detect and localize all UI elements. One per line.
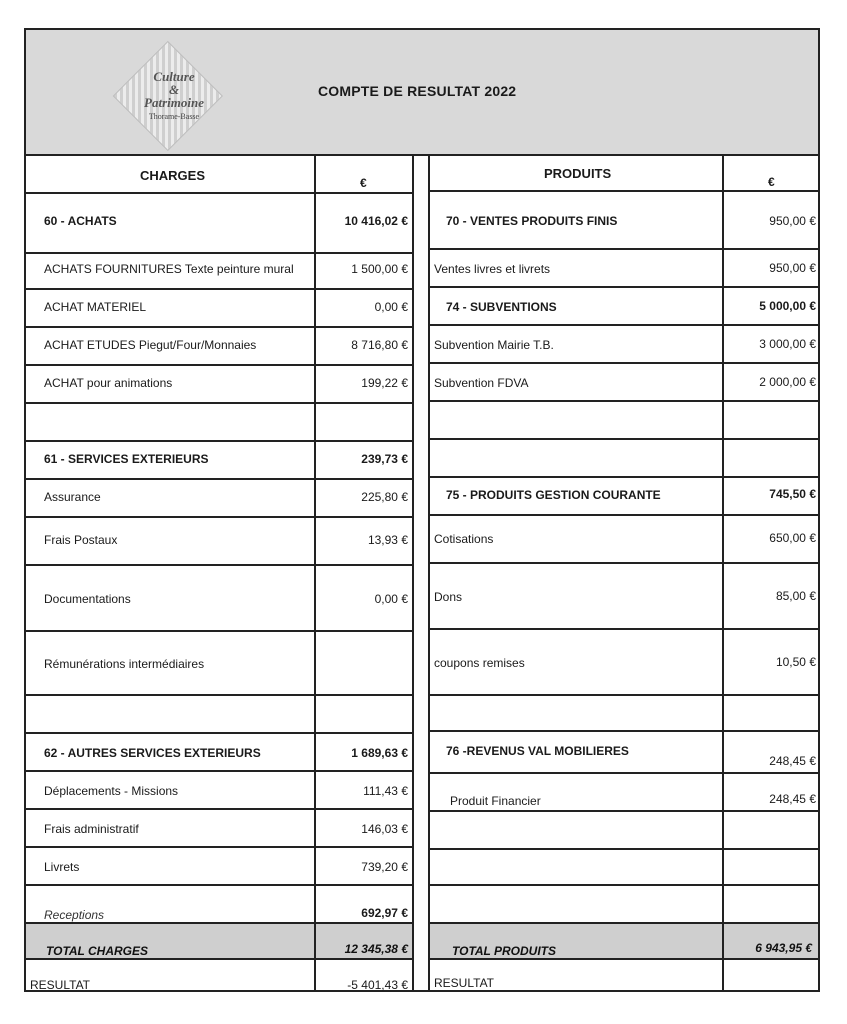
income-statement-document — [24, 28, 820, 992]
charges-row-label: ACHAT pour animations — [44, 376, 173, 390]
charges-row-label: Assurance — [44, 490, 101, 504]
produits-row-label: Subvention FDVA — [434, 376, 529, 390]
produits-row-amount: 10,50 € — [775, 655, 816, 669]
produits-row-label: 75 - PRODUITS GESTION COURANTE — [446, 488, 661, 502]
charges-row-amount: 739,20 € — [361, 860, 408, 874]
charges-row-label: Receptions — [44, 908, 105, 922]
produits-row-amount: 5 000,00 € — [759, 299, 816, 313]
total-produits-label: TOTAL PRODUITS — [452, 944, 557, 958]
produits-row-label: Dons — [434, 590, 463, 604]
produits-row-amount: 950,00 € — [769, 261, 816, 275]
charges-row-separator — [26, 922, 414, 924]
produits-row-amount: 745,50 € — [769, 487, 816, 501]
charges-row-amount: 1 500,00 € — [351, 262, 408, 276]
produits-row-separator — [430, 922, 818, 924]
produits-row-separator — [430, 400, 818, 402]
charges-row-amount: 10 416,02 € — [344, 214, 408, 228]
produits-row-amount: 3 000,00 € — [759, 337, 816, 351]
produits-row-separator — [430, 514, 818, 516]
charges-result-amount: -5 401,43 € — [347, 978, 408, 992]
produits-row-separator — [430, 190, 818, 192]
charges-row-label: Déplacements - Missions — [44, 784, 179, 798]
charges-row-separator — [26, 884, 414, 886]
charges-row-amount: 225,80 € — [361, 490, 408, 504]
produits-row-separator — [430, 562, 818, 564]
produits-row-separator — [430, 248, 818, 250]
produits-row-separator — [430, 362, 818, 364]
produits-row-amount: 248,45 € — [769, 792, 816, 806]
total-produits-amount: 6 943,95 € — [755, 941, 812, 955]
charges-row-label: Rémunérations intermédiaires — [44, 657, 205, 671]
produits-row-amount: 85,00 € — [775, 589, 816, 603]
total-charges-amount: 12 345,38 € — [344, 942, 408, 956]
charges-row-label: Documentations — [44, 592, 131, 606]
charges-row-separator — [26, 516, 414, 518]
charges-row-label: 61 - SERVICES EXTERIEURS — [44, 452, 209, 466]
produits-row-separator — [430, 958, 818, 960]
charges-row-separator — [26, 630, 414, 632]
charges-row-label: Frais Postaux — [44, 533, 118, 547]
charges-right-border — [412, 154, 414, 990]
charges-row-label: Frais administratif — [44, 822, 139, 836]
logo-subtitle: Thorame-Basse — [148, 112, 200, 121]
produits-row-separator — [430, 324, 818, 326]
charges-row-amount: 239,73 € — [361, 452, 408, 466]
charges-row-separator — [26, 192, 414, 194]
document-title: COMPTE DE RESULTAT 2022 — [318, 83, 517, 99]
charges-row-separator — [26, 846, 414, 848]
charges-row-separator — [26, 326, 414, 328]
produits-row-separator — [430, 884, 818, 886]
produits-row-separator — [430, 848, 818, 850]
produits-heading: PRODUITS — [544, 166, 612, 181]
charges-heading: CHARGES — [140, 168, 206, 183]
produits-left-border — [428, 154, 430, 990]
produits-currency-header: € — [768, 175, 775, 189]
charges-row-separator — [26, 770, 414, 772]
charges-row-amount: 199,22 € — [361, 376, 408, 390]
charges-row-separator — [26, 732, 414, 734]
charges-row-amount: 1 689,63 € — [351, 746, 408, 760]
produits-row-amount: 950,00 € — [769, 214, 816, 228]
produits-row-amount: 248,45 € — [769, 754, 816, 768]
produits-row-label: Cotisations — [434, 532, 494, 546]
produits-row-separator — [430, 286, 818, 288]
charges-row-amount: 111,43 € — [363, 784, 408, 798]
charges-row-separator — [26, 252, 414, 254]
produits-row-separator — [430, 772, 818, 774]
produits-row-separator — [430, 730, 818, 732]
produits-row-label: Ventes livres et livrets — [434, 262, 551, 276]
logo-wordmark: Culture & Patrimoine — [144, 69, 204, 110]
charges-row-separator — [26, 364, 414, 366]
produits-row-label: 76 -REVENUS VAL MOBILIERES — [446, 744, 629, 758]
charges-row-amount: 8 716,80 € — [351, 338, 408, 352]
charges-row-amount: 13,93 € — [367, 533, 408, 547]
charges-row-label: ACHAT ETUDES Piegut/Four/Monnaies — [44, 338, 257, 352]
produits-row-label: Produit Financier — [450, 794, 541, 808]
charges-row-separator — [26, 478, 414, 480]
produits-row-separator — [430, 810, 818, 812]
produits-result-label: RESULTAT — [434, 976, 495, 990]
charges-row-separator — [26, 808, 414, 810]
produits-row-separator — [430, 694, 818, 696]
produits-row-amount: 650,00 € — [769, 531, 816, 545]
association-logo — [104, 40, 234, 144]
produits-row-amount: 2 000,00 € — [759, 375, 816, 389]
charges-result-label: RESULTAT — [30, 978, 91, 992]
charges-row-label: ACHAT MATERIEL — [44, 300, 147, 314]
charges-row-label: 62 - AUTRES SERVICES EXTERIEURS — [44, 746, 261, 760]
produits-row-separator — [430, 476, 818, 478]
charges-row-amount: 0,00 € — [374, 592, 408, 606]
produits-row-separator — [430, 438, 818, 440]
charges-row-amount: 0,00 € — [374, 300, 408, 314]
produits-row-separator — [430, 628, 818, 630]
charges-row-separator — [26, 694, 414, 696]
charges-row-amount: 146,03 € — [361, 822, 408, 836]
produits-row-label: 74 - SUBVENTIONS — [446, 300, 557, 314]
charges-row-separator — [26, 958, 414, 960]
produits-row-label: Subvention Mairie T.B. — [434, 338, 554, 352]
charges-row-separator — [26, 402, 414, 404]
charges-row-label: ACHATS FOURNITURES Texte peinture mural — [44, 262, 294, 276]
charges-currency-header: € — [360, 176, 367, 190]
charges-row-amount: 692,97 € — [361, 906, 408, 920]
charges-amount-divider — [314, 154, 316, 990]
produits-row-label: 70 - VENTES PRODUITS FINIS — [446, 214, 618, 228]
charges-row-separator — [26, 564, 414, 566]
total-charges-label: TOTAL CHARGES — [46, 944, 149, 958]
document-header — [26, 30, 818, 156]
produits-row-label: coupons remises — [434, 656, 525, 670]
charges-row-label: 60 - ACHATS — [44, 214, 117, 228]
produits-amount-divider — [722, 154, 724, 990]
charges-row-label: Livrets — [44, 860, 80, 874]
charges-row-separator — [26, 440, 414, 442]
charges-row-separator — [26, 288, 414, 290]
